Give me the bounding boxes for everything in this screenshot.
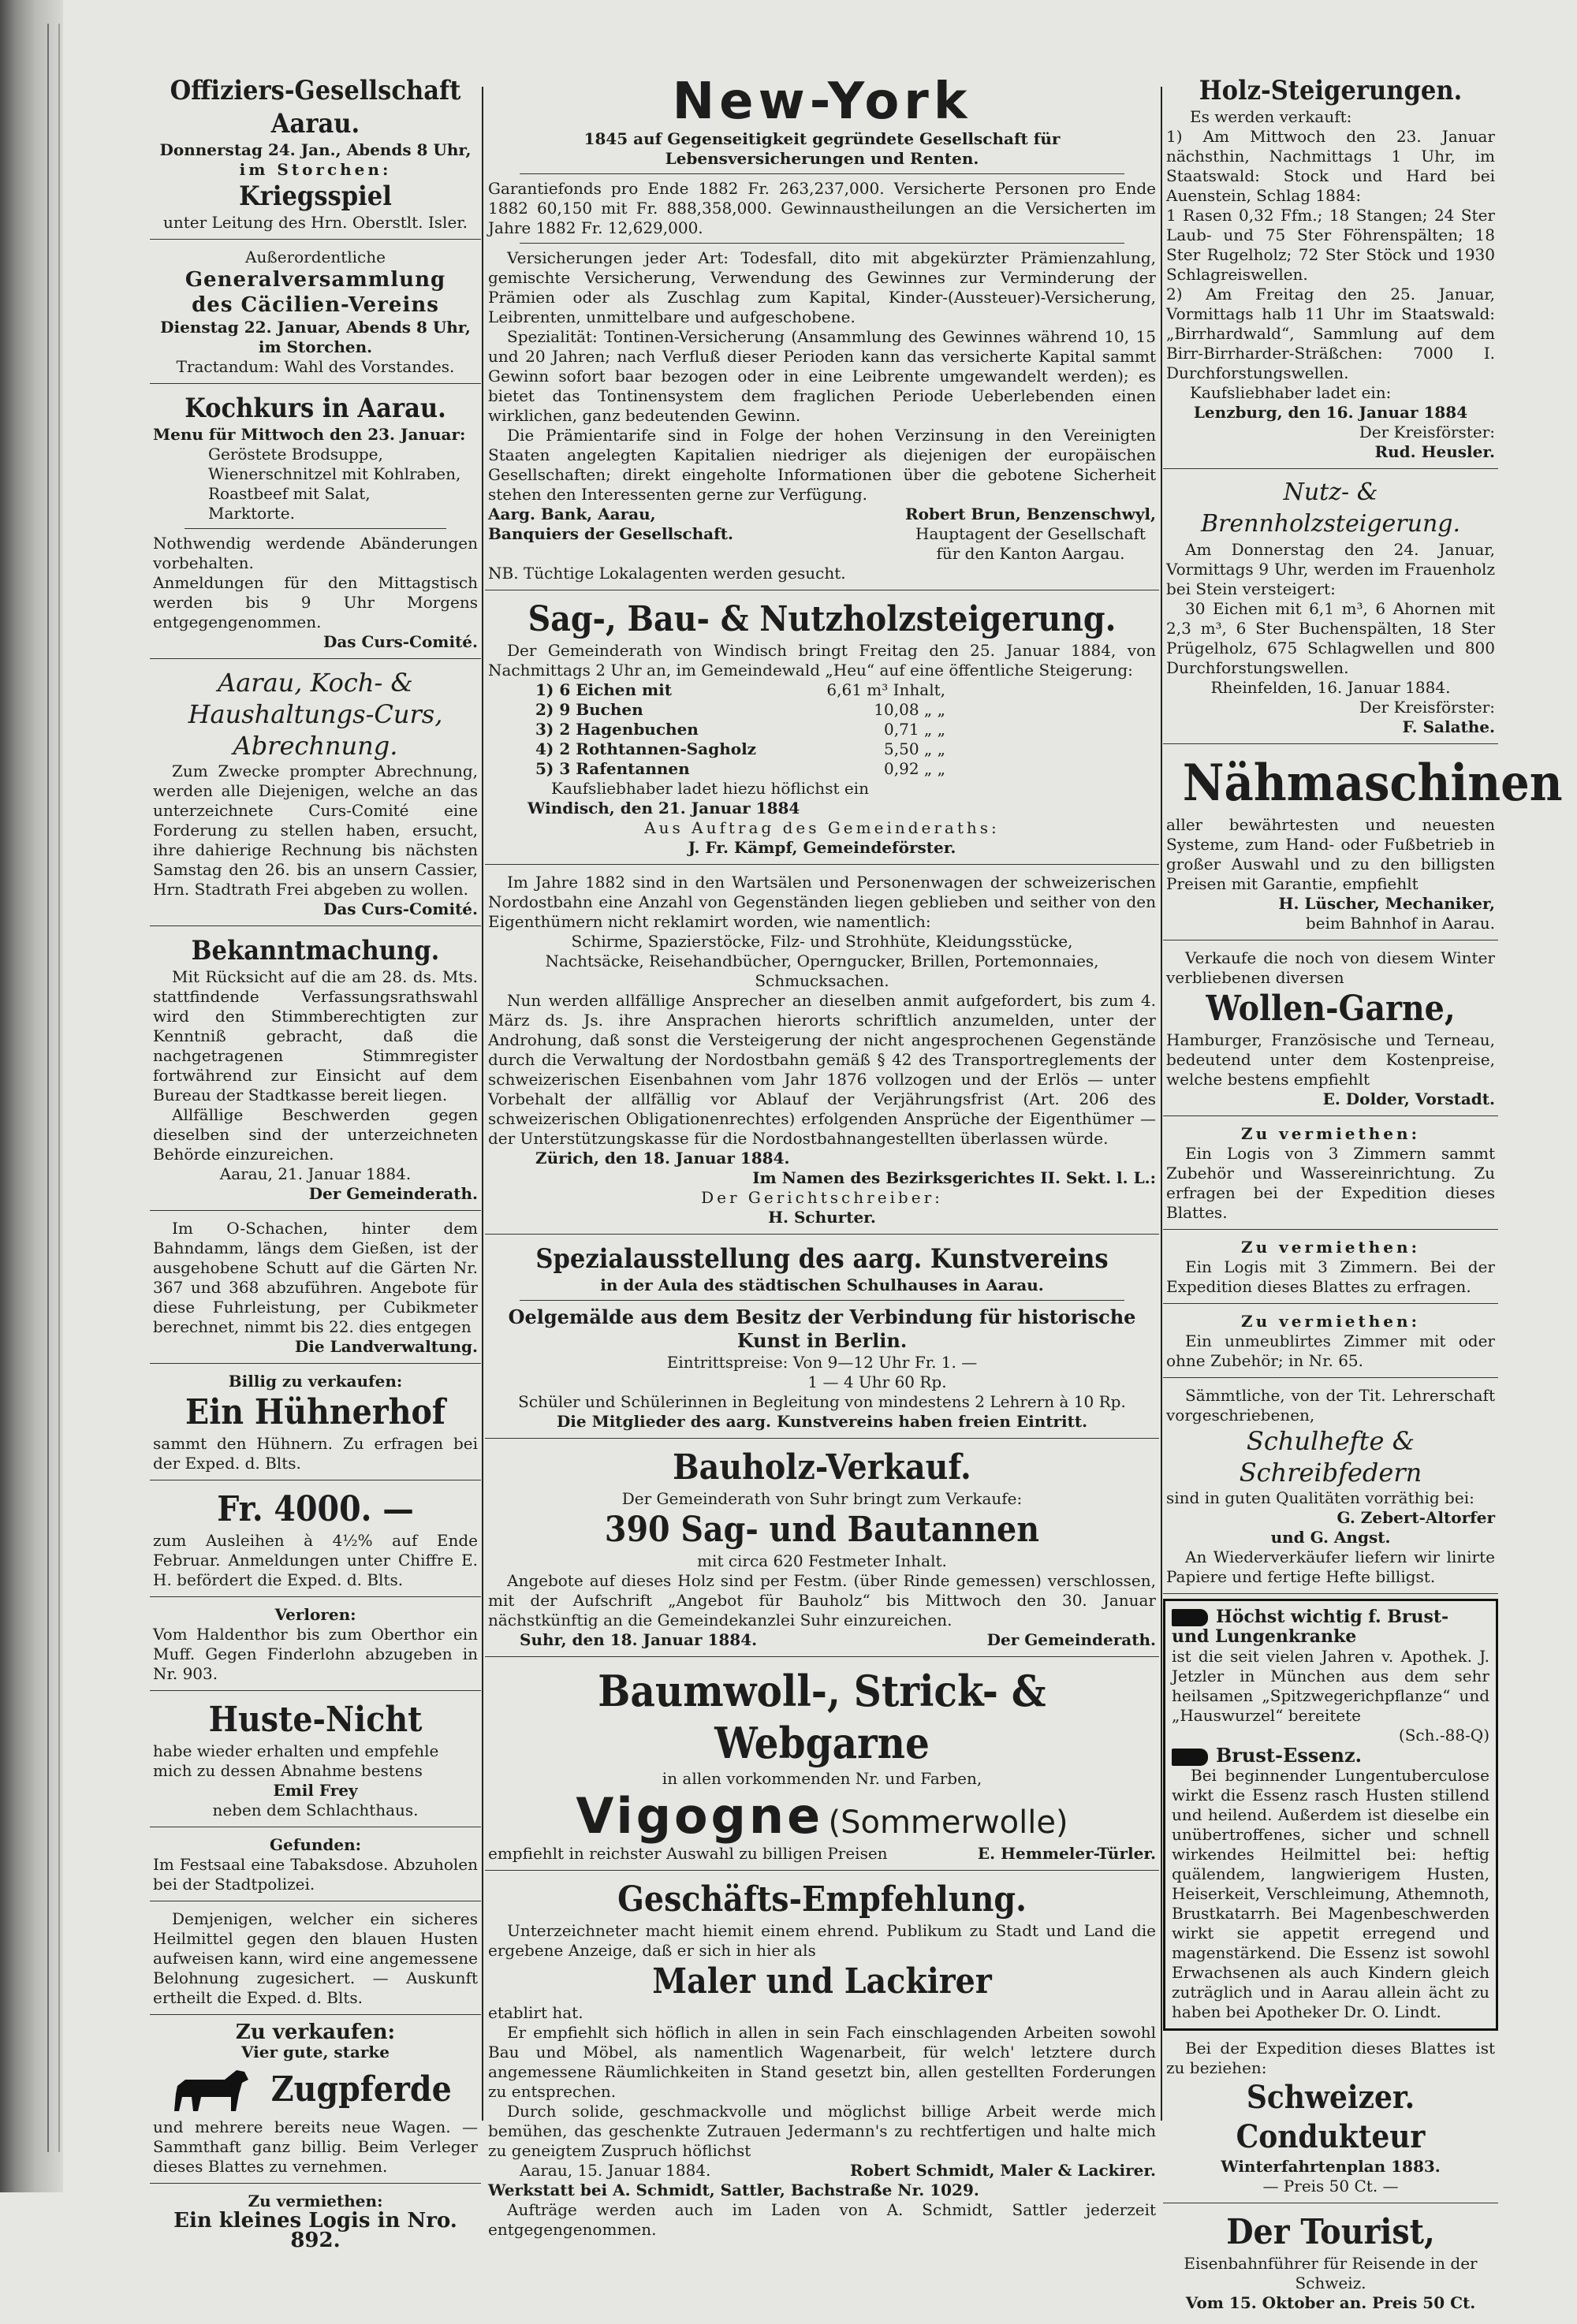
column-rule-2	[1161, 87, 1162, 2121]
ad-hustenicht	[150, 1696, 481, 1827]
ad-line: im Storchen.	[258, 337, 373, 356]
ad-kondukteur	[1163, 2035, 1498, 2203]
ad-line: Zu vermiethen:	[248, 2192, 383, 2210]
ad-text: Zum Zwecke prompter Abrechnung, werden alle Diejenigen, welche an das unterzeichnete Curs-Comité eine Forderung zu stellen haben, ersucht, ihre dahierige Rechnung bis nächsten Samstag den 26. bis an unsern Cassier, Hrn. Stadtrath Frei abgeben zu wollen.	[153, 762, 478, 899]
vigogne-line	[488, 1789, 1156, 1844]
ad-line: Der Kreisförster:	[1359, 698, 1495, 717]
ad-title: Bauholz-Verkauf.	[673, 1447, 971, 1488]
ad-text: 2) Am Freitag den 25. Januar, Vormittags halb 11 Uhr im Staatswald: „Birrhardwald“, Sammlung auf dem Birr-Birrharder-Sträßchen: 7000 I. Durchforstungswellen.	[1166, 285, 1495, 382]
ad-title: Gefunden:	[269, 1835, 362, 1854]
product-name: Brust-Essenz.	[1216, 1744, 1362, 1767]
ad-code: (Sch.-88-Q)	[1398, 1726, 1489, 1745]
ad-title: Bekanntmachung.	[191, 935, 440, 966]
ad-text: und mehrere bereits neue Wagen. — Sammthaft ganz billig. Beim Verleger dieses Blattes zu vernehmen.	[153, 2117, 478, 2176]
ad-note: NB. Tüchtige Lokalagenten werden gesucht.	[488, 564, 846, 583]
ad-title: Generalversammlung	[185, 268, 446, 292]
ad-text: Bei beginnender Lungentuberculose wirkt die Essenz rasch Husten stillend und heilend. Außerdem ist dieselbe ein unübertroffenes, sicher und schnell wirkendes Heilmittel bei: heftig quälendem, langwierigem Husten, Heiserkeit, Verschleimung, Athemnoth, Brustkatarrh. Bei Magenbeschwerden wirkt sie appetit erregend und magenstärkend. Die Essenz ist sowohl Erwachsenen als auch Kindern gleich zuträglich und in Aarau allein ächt zu haben bei Apotheker Dr. O. Lindt.	[1172, 1765, 1489, 2021]
ad-title: New-York	[672, 73, 972, 131]
ad-schulhefte	[1163, 1383, 1498, 1594]
page-stack-edge	[47, 24, 60, 2152]
ad-text: Schüler und Schülerinnen in Begleitung von mindestens 2 Lehrern à 10 Rp.	[518, 1392, 1126, 1411]
ad-text: Ein Logis von 3 Zimmern sammt Zubehör und Wassereinrichtung. Zu erfragen bei der Expedition dieses Blattes.	[1166, 1144, 1495, 1222]
ad-line: Kaufsliebhaber ladet ein:	[1190, 383, 1392, 402]
ad-line: Vier gute, starke	[241, 2043, 390, 2061]
ad-tourist	[1163, 2208, 1498, 2319]
baumwoll-footer	[488, 1844, 1156, 1864]
ad-brust-essenz	[1163, 1599, 1498, 2031]
ad-kunstverein	[485, 1239, 1159, 1439]
ad-text: Im Jahre 1882 sind in den Wartsälen und Personenwagen der schweizerischen Nordostbahn eine Anzahl von Gegenständen liegen geblieben und seither von den Eigenthümern nicht reklamirt worden, wie namentlich:	[488, 873, 1156, 931]
ad-zugpferde	[150, 2020, 481, 2184]
ad-text: habe wieder erhalten und empfehle mich zu dessen Abnahme bestens	[153, 1741, 439, 1780]
item-name: 1) 6 Eichen mit	[535, 680, 673, 699]
ad-sign: Aarg. Bank, Aarau,	[488, 505, 656, 523]
ad-sign: G. Zebert-Altorfer	[1337, 1508, 1495, 1527]
zugpferde-header	[153, 2062, 478, 2117]
ad-text: sind in guten Qualitäten vorräthig bei:	[1166, 1488, 1474, 1507]
list-item: Wienerschnitzel mit Kohlraben,	[208, 464, 461, 483]
ad-line: Donnerstag 24. Jan., Abends 8 Uhr,	[159, 140, 472, 159]
ad-title: Offiziers-Gesellschaft Aarau.	[170, 75, 461, 140]
divider	[520, 243, 1124, 244]
ad-text: Ein Logis mit 3 Zimmern. Bei der Expedition dieses Blattes zu erfragen.	[1166, 1257, 1495, 1296]
item-name: 2) 9 Buchen	[535, 700, 643, 719]
ad-subtitle: in der Aula des städtischen Schulhauses in Aarau.	[600, 1276, 1044, 1294]
ad-text: Der Gemeinderath von Windisch bringt Freitag den 25. Januar 1884, von Nachmittags 2 Uhr an, im Gemeindewald „Heu“ auf eine öffentliche Steigerung:	[488, 641, 1156, 680]
ad-sign: Robert Brun, Benzenschwyl,	[904, 505, 1156, 523]
ad-text: empfiehlt in reichster Auswahl zu billigen Preisen	[488, 1844, 888, 1863]
ad-sign: Emil Frey	[273, 1781, 358, 1800]
ad-text: Kaufsliebhaber ladet hiezu höflichst ein	[551, 779, 869, 798]
ad-text: Sämmtliche, von der Tit. Lehrerschaft vorgeschriebenen,	[1166, 1386, 1495, 1425]
geschaeft-footer	[488, 2161, 1156, 2181]
brust-header	[1172, 1607, 1489, 1647]
ad-date: Windisch, den 21. Januar 1884	[528, 799, 800, 817]
bank-block	[488, 505, 733, 564]
ad-text: Demjenigen, welcher ein sicheres Heilmittel gegen den blauen Husten aufweisen kann, wird eine angemessene Belohnung zugesichert. — Auskunft ertheilt die Exped. d. Blts.	[153, 1909, 478, 2007]
ad-wollen	[1163, 945, 1498, 1116]
ad-sign: E. Hemmeler-Türler.	[977, 1844, 1156, 1863]
ad-date: Suhr, den 18. Januar 1884.	[520, 1630, 758, 1649]
ad-event: Kriegsspiel	[239, 181, 392, 212]
item-value: 0,71 „ „	[884, 720, 945, 739]
ad-text: Versicherungen jeder Art: Todesfall, dito mit abgekürzter Prämienzahlung, gemischte Versicherung, Verwendung des Gewinnes zur Verminderung der Prämien oder als Zuschlag zum Kapital, Kinder-(Aussteuer)-Versicherung, Leibrenten, unmittelbare und aufgeschobene.	[488, 248, 1156, 326]
ad-huehnerhof	[150, 1369, 481, 1480]
ad-bauholz	[485, 1443, 1159, 1657]
divider	[185, 528, 446, 529]
ad-title: Wollen-Garne,	[1206, 989, 1456, 1029]
ad-line: mit circa 620 Festmeter Inhalt.	[697, 1551, 947, 1570]
ad-bekanntmachung	[150, 931, 481, 1211]
ad-sign: E. Dolder, Vorstadt.	[1322, 1089, 1495, 1108]
ad-line: für den Kanton Aargau.	[936, 544, 1125, 563]
list-item	[535, 759, 945, 779]
ad-title: Schulhefte & Schreibfedern	[1239, 1426, 1422, 1488]
ad-text: Er empfiehlt sich höflich in allen in sein Fach einschlagenden Arbeiten sowohl Bau und Möbel, als namentlich Wagenarbeit, für welch' letztere durch angemessene Räumlichkeiten in Stand gesetzt bin, allen gestellten Forderungen zu entsprechen.	[488, 2023, 1156, 2101]
ad-line: Banquiers der Gesellschaft.	[488, 524, 733, 543]
ad-title: Kochkurs in Aarau.	[185, 393, 446, 424]
ad-date: Aarau, 21. Januar 1884.	[219, 1164, 412, 1183]
ad-text: Im O-Schachen, hinter dem Bahndamm, längs dem Gießen, ist der ausgehobene Schutt auf die Gärten Nr. 367 und 368 abzuführen. Angebote für diese Fuhrleistung, per Cubikmeter berechnet, nimmt bis 22. dies entgegen	[153, 1219, 478, 1336]
ad-text: Nun werden allfällige Ansprecher an dieselben anmit aufgefordert, bis zum 4. März ds. Js. ihre Ansprachen hierorts schriftlich anzumelden, unter der Androhung, daß sonst die Versteigerung der nicht angesprochenen Gegenstände durch die Verwaltung der Nordostbahn gemäß § 42 des Transportreglements der schweizerischen Eisenbahnen vom Jahr 1876 vollzogen und der Erlös — unter Vorbehalt der allfällig vor Ablauf der Verjährungsfrist (Art. 206 des schweizerischen Obligationenrechtes) erfolgenden Ansprüche der Eigenthümer — der Unterstützungskasse für die Nordostbahnangestellten überlassen würde.	[488, 991, 1156, 1148]
item-value: 10,08 „ „	[874, 700, 945, 719]
ad-line: Billig zu verkaufen:	[228, 1372, 403, 1391]
ad-text: Unterzeichneter macht hiemit einem ehrend. Publikum zu Stadt und Land die ergebene Anzeige, daß er sich in hier als	[488, 1921, 1156, 1960]
menu-list	[153, 445, 478, 523]
ad-title: Spezialausstellung des aarg. Kunstvereins	[535, 1243, 1109, 1275]
ad-text: Die Prämientarife sind in Folge der hohen Verzinsung in den Vereinigten Staaten angelegten Kapitalien niedriger als diejenigen der europäischen Gesellschaften; direkt eingeholte Informationen über die gebotene Sicherheit stehen den Interessenten gerne zur Verfügung.	[488, 426, 1156, 504]
ad-nutzholz	[1163, 474, 1498, 744]
list-item	[535, 720, 945, 739]
ad-text: Ein unmeublirtes Zimmer mit oder ohne Zubehör; in Nr. 65.	[1166, 1331, 1495, 1370]
ad-line: Dienstag 22. Januar, Abends 8 Uhr,	[160, 318, 471, 337]
ad-text: Oelgemälde aus dem Besitz der Verbindung für historische Kunst in Berlin.	[508, 1305, 1136, 1352]
list-item	[535, 700, 945, 720]
ad-line: Es werden verkauft:	[1190, 107, 1352, 126]
ad-text: Der Gemeinderath von Suhr bringt zum Verkaufe:	[621, 1489, 1023, 1508]
column-rule-1	[482, 87, 483, 2121]
ad-text: Die Mitglieder des aarg. Kunstvereins haben freien Eintritt.	[556, 1412, 1088, 1431]
ad-text: Vom 15. Oktober an. Preis 50 Ct.	[1185, 2292, 1476, 2312]
ad-date: Lenzburg, den 16. Januar 1884	[1193, 403, 1468, 422]
agent-block	[905, 505, 1156, 564]
ad-text: Garantiefonds pro Ende 1882 Fr. 263,237,000. Versicherte Personen pro Ende 1882 60,150 mit Fr. 888,358,000. Gewinnaustheilungen an die Versicherten im Jahre 1882 Fr. 12,629,000.	[488, 179, 1156, 237]
ad-line: Der Gerichtschreiber:	[701, 1188, 943, 1207]
item-value: 6,61 m³ Inhalt,	[826, 680, 945, 699]
item-name: 4) 2 Rothtannen-Sagholz	[535, 739, 757, 758]
ad-text: zum Ausleihen à 4½% auf Ende Februar. Anmeldungen unter Chiffre E. H. befördert die Exped. d. Blts.	[153, 1531, 478, 1589]
ad-line: Zu verkaufen:	[235, 2020, 396, 2044]
ad-subtitle: Winterfahrtenplan 1883.	[1221, 2156, 1441, 2176]
ad-line: etablirt hat.	[488, 2003, 583, 2022]
item-name: 5) 3 Rafentannen	[535, 759, 690, 778]
ad-sign: Rud. Heusler.	[1374, 442, 1495, 461]
ad-title: Fr. 4000. —	[217, 1489, 414, 1529]
ad-line: Hauptagent der Gesellschaft	[915, 524, 1146, 543]
ad-title: Zu vermiethen:	[1241, 1238, 1420, 1257]
ad-sign: Die Landverwaltung.	[294, 1337, 478, 1356]
list-item: Roastbeef mit Salat,	[208, 484, 371, 503]
ad-title: Ein Hühnerhof	[185, 1392, 446, 1432]
ad-title: Sag-, Bau- & Nutzholzsteigerung.	[528, 599, 1117, 639]
ad-sagbau	[485, 595, 1159, 865]
ad-sign: Das Curs-Comité.	[322, 899, 478, 918]
ad-text: Allfällige Beschwerden gegen dieselben sind der unterzeichneten Behörde einzureichen.	[153, 1105, 478, 1164]
ad-subheadline: (Sommerwolle)	[828, 1804, 1068, 1841]
ad-text: Angebote auf dieses Holz sind per Festm. (über Rinde gemessen) verschlossen, mit der Aufschrift „Angebot für Bauholz“ bis Mittwoch den 30. Januar nächstkünftig an die Gemeindekanzlei Suhr einzureichen.	[488, 1571, 1156, 1629]
ad-naehmaschinen	[1163, 749, 1563, 940]
column-right	[1163, 71, 1563, 2324]
ad-vermiethen-3	[1163, 1309, 1498, 1378]
ad-logis	[150, 2188, 481, 2257]
ad-vermiethen-2	[1163, 1235, 1498, 1304]
ad-text: Spezialität: Tontinen-Versicherung (Ansammlung des Gewinnes während 10, 15 und 20 Jahren; nach Verfluß dieser Perioden kann das versicherte Kapital sammt Gewinn sofort baar bezogen oder in eine Leibrente umgewandelt werden); es bietet das Tontinensystem dem fraglichen Periode Ueberlebenden einen wirklichen, ganz bedeutenden Gewinn.	[488, 327, 1156, 425]
list-item	[535, 680, 945, 700]
ad-line: Werkstatt bei A. Schmidt, Sattler, Bachstraße Nr. 1029.	[488, 2181, 979, 2199]
ad-text: sammt den Hühnern. Zu erfragen bei der Exped. d. Blts.	[153, 1434, 478, 1473]
ad-headline: 390 Sag- und Bautannen	[604, 1510, 1040, 1550]
ad-geschaeft	[485, 1875, 1159, 2246]
ad-text: Vom Haldenthor bis zum Oberthor ein Muff. Gegen Finderlohn abzugeben in Nr. 903.	[153, 1625, 478, 1683]
list-item: Marktorte.	[208, 504, 295, 523]
ad-text: Hamburger, Französische und Terneau, bedeutend unter dem Kostenpreise, welche bestens empfiehlt	[1166, 1030, 1495, 1089]
ad-date: Zürich, den 18. Januar 1884.	[535, 1149, 790, 1168]
ad-fr4000	[150, 1485, 481, 1597]
column-left	[150, 71, 481, 2262]
ad-line: Der Kreisförster:	[1359, 423, 1495, 441]
ad-text: Eisenbahnführer für Reisende in der Schweiz.	[1184, 2253, 1478, 2292]
ad-text: An Wiederverkäufer liefern wir linirte Papiere und fertige Hefte billigst.	[1166, 1547, 1495, 1586]
ad-text: Ein kleines Logis in Nro. 892.	[173, 2209, 457, 2252]
pointing-hand-icon	[1172, 1609, 1208, 1626]
ad-title: Aarau, Koch- & Haushaltungs-Curs, Abrechnung.	[188, 668, 443, 761]
ad-vermiethen-1	[1163, 1121, 1498, 1230]
ad-text: aller bewährtesten und neuesten Systeme, zum Hand- oder Fußbetrieb in großer Auswahl und zu den billigsten Preisen mit Garantie, empfiehlt	[1166, 815, 1495, 893]
ad-headline: Vigogne	[576, 1787, 824, 1845]
ad-text: 1 Rasen 0,32 Ffm.; 18 Stangen; 24 Ster Laub- und 75 Ster Föhrenspälten; 18 Ster Rugelholz; 72 Ster Stöck und 1930 Schlagreiswellen.	[1166, 206, 1495, 284]
ad-title: Nutz- & Brennholzsteigerung.	[1200, 479, 1461, 538]
ad-offiziers	[150, 71, 481, 240]
ad-title: Verloren:	[274, 1605, 356, 1624]
item-value: 5,50 „ „	[884, 739, 945, 758]
ad-text: Bei der Expedition dieses Blattes ist zu beziehen:	[1166, 2038, 1495, 2077]
ad-headline: Maler und Lackirer	[652, 1961, 992, 2002]
ad-newyork	[485, 71, 1159, 590]
pointing-hand-icon	[1172, 1749, 1208, 1766]
ad-line: 1 — 4 Uhr 60 Rp.	[807, 1372, 947, 1391]
ad-caecilien	[150, 244, 481, 384]
ad-sign: Das Curs-Comité.	[322, 632, 478, 651]
ad-verloren	[150, 1602, 481, 1691]
newyork-agents	[488, 505, 1156, 564]
ad-text: Anmeldungen für den Mittagstisch werden bis 9 Uhr Morgens entgegengenommen.	[153, 573, 478, 631]
holz-list	[488, 680, 1156, 779]
ad-title: Baumwoll-, Strick- & Webgarne	[598, 1666, 1046, 1768]
ad-title: Höchst wichtig f. Brust- und Lungenkranke	[1172, 1607, 1449, 1647]
ad-title: Zu vermiethen:	[1241, 1312, 1420, 1331]
ad-title: Schweizer. Condukteur	[1236, 2078, 1426, 2155]
ad-text: ist die seit vielen Jahren v. Apothek. J. Jetzler in München aus dem sehr heilsamen „Spitzwegerichpflanze“ und „Hauswurzel“ bereitete	[1172, 1647, 1489, 1725]
item-value: 0,92 „ „	[884, 759, 945, 778]
ad-text: 1) Am Mittwoch den 23. Januar nächsthin, Nachmittags 1 Uhr, im Staatswald: Stock und Hard bei Auenstein, Schlag 1884:	[1166, 127, 1495, 205]
ad-title: Geschäfts-Empfehlung.	[617, 1879, 1027, 1920]
ad-line: Menu für Mittwoch den 23. Januar:	[153, 425, 466, 444]
ad-sign: Der Gemeinderath.	[986, 1630, 1156, 1649]
ad-text: Schirme, Spazierstöcke, Filz- und Strohhüte, Kleidungsstücke, Nachtsäcke, Reisehandbücher, Operngucker, Brillen, Portemonnaies, Schmucksachen.	[545, 932, 1099, 990]
ad-title: Huste-Nicht	[208, 1700, 423, 1740]
ad-baumwoll	[485, 1662, 1159, 1871]
list-item: Geröstete Brodsuppe,	[208, 445, 383, 464]
ad-date: Aarau, 15. Januar 1884.	[520, 2161, 711, 2180]
ad-text: Aufträge werden auch im Laden von A. Schmidt, Sattler jederzeit entgegengenommen.	[488, 2200, 1156, 2239]
ad-line: in allen vorkommenden Nr. und Farben,	[662, 1769, 982, 1788]
ad-sign: Robert Schmidt, Maler & Lackirer.	[850, 2161, 1156, 2180]
ad-kochkurs	[150, 389, 481, 659]
ad-title: Zu vermiethen:	[1241, 1124, 1420, 1143]
bauholz-footer	[488, 1630, 1156, 1650]
ad-text: Nothwendig werdende Abänderungen vorbehalten.	[153, 534, 478, 572]
ad-title: Zugpferde	[270, 2069, 452, 2110]
ad-line: Aus Auftrag des Gemeinderaths:	[644, 818, 1000, 837]
ad-title: Nähmaschinen	[1182, 754, 1563, 813]
ad-abrechnung	[150, 664, 481, 926]
ad-line: Tractandum: Wahl des Vorstandes.	[176, 357, 455, 376]
divider	[520, 1300, 1124, 1301]
divider	[520, 173, 1124, 174]
ad-sign: H. Lüscher, Mechaniker,	[1278, 894, 1495, 913]
ad-text: Im Festsaal eine Tabaksdose. Abzuholen bei der Stadtpolizei.	[153, 1855, 478, 1894]
list-item	[535, 739, 945, 759]
ad-text: Durch solide, geschmackvolle und möglichst billige Arbeit werde mich bemühen, das geschenkte Zutrauen Jedermann's zu rechtfertigen und halte mich zu geneigtem Zuspruch höflichst	[488, 2102, 1156, 2160]
ad-line: Eintrittspreise: Von 9—12 Uhr Fr. 1. —	[666, 1353, 978, 1372]
ad-price: — Preis 50 Ct. —	[1262, 2176, 1399, 2196]
ad-title: Der Tourist,	[1226, 2211, 1435, 2252]
ad-sign: und G. Angst.	[1270, 1528, 1391, 1547]
ad-line: Außerordentliche	[245, 248, 386, 266]
ad-sign: Der Gemeinderath.	[308, 1184, 478, 1203]
ad-line: beim Bahnhof in Aarau.	[1305, 914, 1495, 933]
ad-gefunden	[150, 1832, 481, 1901]
ad-line: unter Leitung des Hrn. Oberstlt. Isler.	[162, 213, 468, 232]
ad-text: Am Donnerstag den 24. Januar, Vormittags 9 Uhr, werden im Frauenholz bei Stein versteigert:	[1166, 540, 1495, 598]
ad-sign: H. Schurter.	[768, 1208, 876, 1227]
column-middle	[485, 71, 1159, 2251]
ad-line: neben dem Schlachthaus.	[212, 1801, 419, 1819]
ad-text: 30 Eichen mit 6,1 m³, 6 Ahornen mit 2,3 m³, 6 Ster Buchenspälten, 18 Ster Prügelholz, 675 Schlagwellen und 800 Durchforstungswellen.	[1166, 599, 1495, 677]
ad-holzsteigerungen	[1163, 71, 1498, 469]
ad-husten	[150, 1906, 481, 2015]
ad-sign: F. Salathe.	[1402, 717, 1495, 736]
horse-icon	[170, 2062, 256, 2117]
ad-nordostbahn	[485, 870, 1159, 1235]
ad-line: Im Namen des Bezirksgerichtes II. Sekt. l. L.:	[752, 1168, 1156, 1187]
ad-line: im Storchen:	[239, 160, 392, 179]
ad-title: Holz-Steigerungen.	[1199, 75, 1463, 106]
ad-text: Verkaufe die noch von diesem Winter verbliebenen diversen	[1166, 948, 1495, 987]
ad-date: Rheinfelden, 16. Januar 1884.	[1210, 678, 1451, 697]
newspaper-page	[150, 55, 1563, 2312]
ad-text: Mit Rücksicht auf die am 28. ds. Mts. stattfindende Verfassungsrathswahl wird den Stimmberechtigten zur Kenntniß gebracht, daß die nachgetragenen Stimmregister fortwährend zur Einsicht auf dem Bureau der Stadtkasse bereit liegen.	[153, 967, 478, 1104]
ad-schutt	[150, 1216, 481, 1364]
item-name: 3) 2 Hagenbuchen	[535, 720, 699, 739]
ad-title: des Cäcilien-Vereins	[192, 293, 439, 317]
ad-subtitle: 1845 auf Gegenseitigkeit gegründete Gesellschaft für Lebensversicherungen und Renten.	[583, 129, 1061, 168]
ad-sign: J. Fr. Kämpf, Gemeindeförster.	[688, 838, 956, 857]
brust-name-line	[1172, 1745, 1489, 1766]
